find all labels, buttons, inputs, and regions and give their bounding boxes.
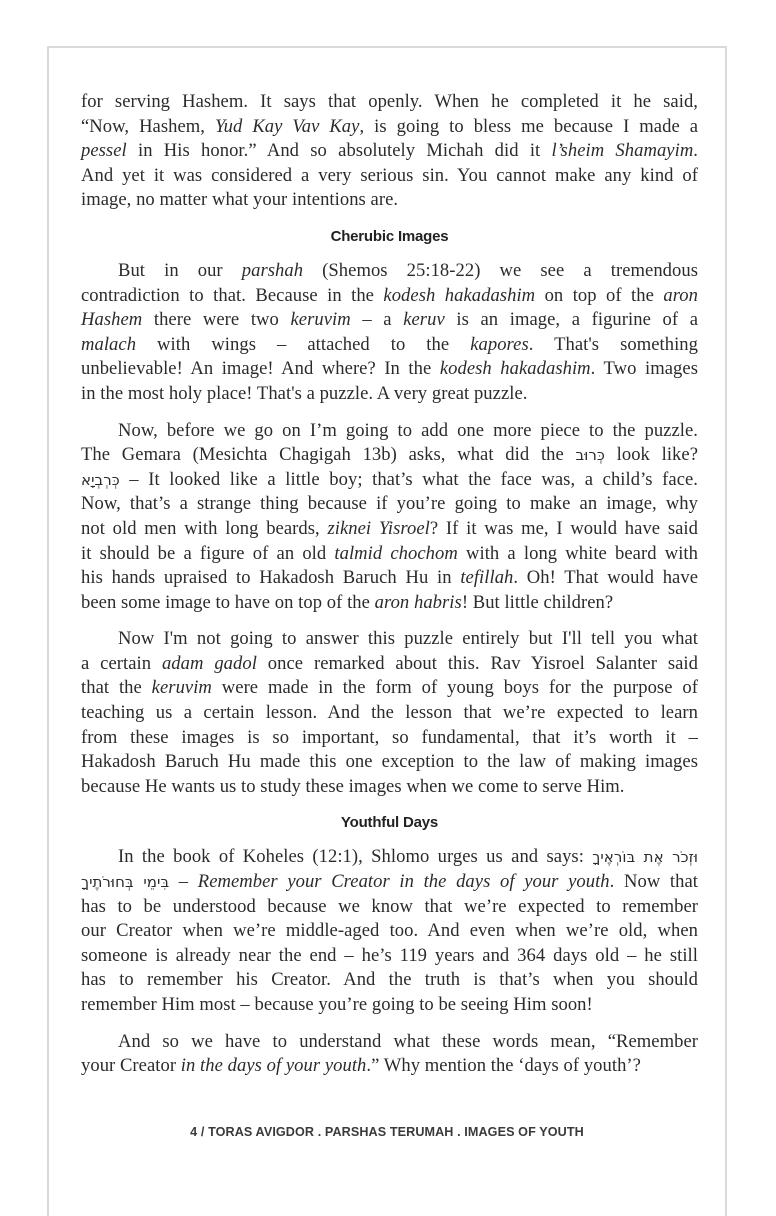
paragraph (81, 90, 698, 213)
text-line (81, 1030, 698, 1055)
text-run: from these images is so important, so fundamental, that it’s worth it – (81, 726, 698, 748)
hebrew-text: כְּרוּב (575, 446, 605, 465)
text-line (81, 492, 698, 517)
italic-text: aron habris (374, 591, 462, 613)
text-run: with wings – attached to the (136, 333, 471, 355)
text-line (81, 895, 698, 920)
text-line (81, 188, 698, 213)
text-line (81, 259, 698, 284)
text-run: in His honor.” And so absolutely Michah did it (126, 140, 552, 162)
italic-text: Hashem (81, 309, 143, 331)
text-run: – It looked like a little boy; that’s what the face was, a child’s face. (119, 468, 698, 490)
text-run: image, no matter what your intentions are. (81, 189, 399, 211)
text-run: “Now, Hashem, (81, 115, 215, 137)
italic-text: pessel (81, 140, 127, 162)
text-run: – (169, 871, 198, 893)
text-line (81, 443, 698, 468)
text-run: were made in the form of young boys for the purpose of (211, 677, 698, 699)
text-line (81, 164, 698, 189)
text-run: ! But little children? (461, 591, 614, 613)
text-run: . Oh! That would have (513, 567, 698, 589)
text-line (81, 139, 698, 164)
section-heading: Cherubic Images (330, 227, 449, 245)
text-run: contradiction to that. Because in the (81, 284, 384, 306)
italic-text: ziknei Yisroel (327, 517, 430, 539)
text-run: there were two (142, 309, 291, 331)
text-line (81, 90, 698, 115)
text-run: in the most holy place! That's a puzzle. A very great puzzle. (81, 382, 528, 404)
text-line (81, 517, 698, 542)
italic-text: l’sheim Shamayim (551, 140, 694, 162)
text-run: . Now that (609, 871, 699, 893)
text-line (81, 750, 698, 775)
text-run: And yet it was considered a very serious sin. You cannot make any kind of (81, 164, 698, 186)
text-line (81, 566, 698, 591)
text-line (81, 968, 698, 993)
italic-text: kodesh hakadashim (439, 358, 591, 380)
paragraph (81, 627, 698, 799)
text-line (81, 115, 698, 140)
text-run: teaching us a certain lesson. And the lesson that we’re expected to learn (81, 702, 698, 724)
section-heading: Youthful Days (340, 814, 439, 832)
text-run: not old men with long beards, (81, 517, 328, 539)
paragraph (81, 845, 698, 1017)
document-page (47, 46, 727, 1216)
text-run: look like? (604, 444, 699, 466)
text-run: that the (81, 677, 152, 699)
text-run: remember Him most – because you’re going to be seeing Him soon! (81, 994, 593, 1015)
text-line (81, 701, 698, 726)
text-line (81, 870, 698, 895)
text-run: someone is already near the end – he’s 119 years and 364 days old – he still (81, 944, 698, 966)
text-run: , is going to bless me because I made a (359, 115, 699, 137)
italic-text: kodesh hakadashim (383, 284, 536, 306)
text-line (81, 919, 698, 944)
text-line (81, 308, 698, 333)
paragraph (81, 1030, 698, 1079)
italic-text: kapores (470, 333, 529, 355)
italic-text: Remember your Creator in the days of your youth (197, 871, 610, 893)
text-run: it should be a figure of an old (81, 542, 335, 564)
italic-text: keruvim (151, 677, 212, 699)
hebrew-text: בִּימֵי בְּחוּרֹתֶיךָ (81, 873, 170, 892)
text-line (81, 382, 698, 407)
text-line (81, 468, 698, 493)
text-run: In the book of Koheles (12:1), Shlomo urges us and says: (118, 846, 593, 868)
text-line (81, 775, 698, 800)
text-run: But in our (118, 259, 242, 281)
text-line (81, 1054, 698, 1079)
italic-text: keruvim (290, 309, 351, 331)
text-run: for serving Hashem. It says that openly. When he completed it he said, (81, 91, 698, 112)
text-run: unbelievable! An image! And where? In the (81, 358, 440, 380)
text-run: Now, before we go on I’m going to add one more piece to the puzzle. (118, 419, 698, 441)
text-run: your Creator (81, 1055, 181, 1077)
text-run: The Gemara (Mesichta Chagigah 13b) asks, what did the (81, 444, 576, 466)
italic-text: tefillah (460, 567, 514, 589)
text-run: a certain (81, 652, 162, 674)
text-run: has to remember his Creator. And the truth is that’s when you should (81, 969, 698, 991)
text-run: with a long white beard with (457, 542, 698, 564)
text-run: . Two images (590, 358, 698, 380)
paragraph (81, 419, 698, 616)
text-run: his hands upraised to Hakadosh Baruch Hu in (81, 567, 461, 589)
page-body (81, 90, 698, 1091)
text-run: has to be understood because we know that we’re expected to remember (81, 895, 698, 917)
text-run: Now I'm not going to answer this puzzle entirely but I'll tell you what (118, 628, 698, 650)
text-line (81, 419, 698, 444)
text-run: – a (350, 309, 404, 331)
hebrew-text: כְּרְבְיָא (81, 470, 120, 489)
text-run: because He wants us to study these images when we come to serve Him. (81, 775, 625, 797)
text-run: . That's something (528, 333, 699, 355)
text-line (81, 845, 698, 870)
text-line (81, 944, 698, 969)
text-run: on top of the (535, 284, 664, 306)
text-run: (Shemos 25:18-22) we see a tremendous (303, 259, 699, 281)
text-run: been some image to have on top of the (81, 591, 375, 613)
text-line (81, 284, 698, 309)
text-run: is an image, a figurine of a (444, 309, 698, 331)
italic-text: in the days of your youth (180, 1055, 367, 1077)
text-run: Now, that’s a strange thing because if you’re going to make an image, why (81, 493, 698, 515)
text-line (81, 542, 698, 567)
text-run: . (693, 140, 698, 162)
page-footer: 4 / TORAS AVIGDOR . PARSHAS TERUMAH . IMAGES OF YOUTH (190, 1125, 584, 1139)
text-line (81, 591, 698, 616)
italic-text: aron (663, 284, 698, 306)
text-line (81, 333, 698, 358)
hebrew-text: וּזְכֹר אֶת בּוֹרְאֶיךָ (592, 848, 699, 867)
italic-text: keruv (403, 309, 445, 331)
italic-text: parshah (241, 259, 304, 281)
italic-text: talmid chochom (334, 542, 458, 564)
text-line (81, 726, 698, 751)
text-run: Hakadosh Baruch Hu made this one exception to the law of making images (81, 751, 698, 773)
italic-text: adam gadol (161, 652, 257, 674)
text-line (81, 676, 698, 701)
text-run: ? If it was me, I would have said (429, 517, 698, 539)
text-line (81, 627, 698, 652)
text-run: .” Why mention the ‘days of youth’? (366, 1055, 641, 1077)
italic-text: malach (81, 333, 137, 355)
paragraph (81, 259, 698, 407)
text-run: once remarked about this. Rav Yisroel Salanter said (256, 652, 698, 674)
text-run: And so we have to understand what these words mean, “Remember (118, 1030, 698, 1052)
text-line (81, 357, 698, 382)
text-run: our Creator when we’re middle-aged too. And even when we’re old, when (81, 920, 698, 942)
italic-text: Yud Kay Vav Kay (214, 115, 360, 137)
text-line (81, 652, 698, 677)
text-line (81, 993, 698, 1018)
